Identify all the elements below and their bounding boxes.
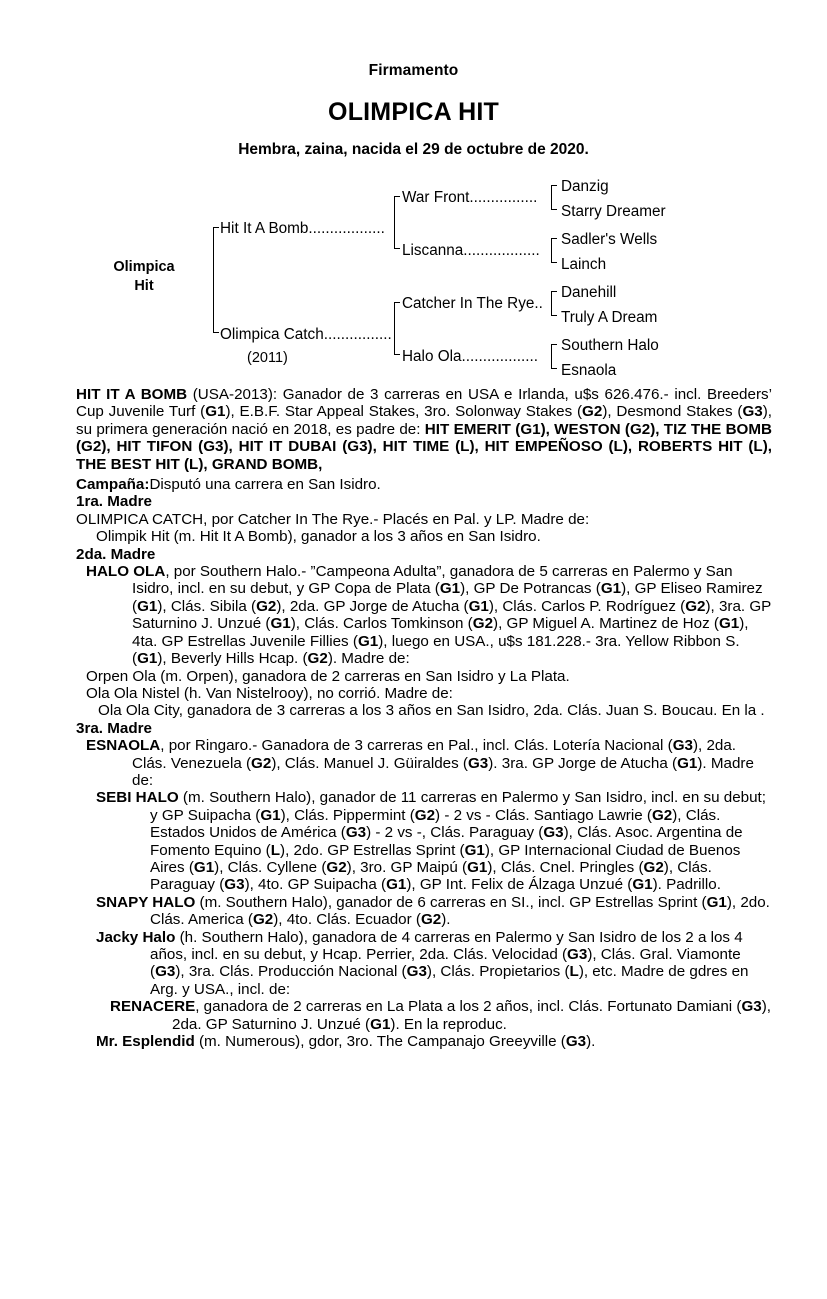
- dam2-body: , por Southern Halo.- ”Campeona Adulta”, ganadora de 5 carreras en Palermo y San Isidro, incl. en su debut, y GP Copa de Plata (G1), GP De Potrancas (G1), GP Eliseo Ramirez (G1), Clás. Sibila (G2), 2da. GP Jorge de Atucha (G1), Clás. Carlos P. Rodríguez (G2), 3ra. GP Saturnino J. Unzué (G1), Clás. Carlos Tomkinson (G2), GP Miguel A. Martinez de Hoz (G1), 4ta. GP Estrellas Juvenile Fillies (G1), luego en USA., u$s 181.228.- 3ra. Yellow Ribbon S. (G1), Beverly Hills Hcap. (G2). Madre de:: [132, 563, 772, 668]
- dam3-heading: 3ra. Madre: [76, 719, 152, 737]
- pedigree-g3-sd-dam: Lainch: [561, 255, 607, 273]
- bracket-gen1: [213, 227, 214, 333]
- pedigree-tree: [0, 177, 827, 385]
- dam1-heading: 1ra. Madre: [76, 493, 152, 511]
- dam2-name: HALO OLA: [86, 563, 166, 581]
- pedigree-g3-ds-dam: Truly A Dream: [561, 308, 658, 326]
- sire-note-text-4: ), su primera generación nació en 2018, es padre de:: [76, 403, 772, 438]
- pedigree-dam: Olimpica Catch................: [220, 325, 392, 343]
- sire-note-text-2: ), E.B.F. Star Appeal Stakes, 3ro. Solonway Stakes (: [225, 403, 583, 421]
- campaign-paragraph: [76, 476, 772, 493]
- farm-name: Firmamento: [368, 62, 459, 79]
- dam1-line-2: [76, 528, 772, 545]
- dam3-child-2-name: SNAPY HALO: [96, 893, 196, 911]
- dam3-grandchild-1-name: RENACERE: [110, 998, 196, 1016]
- dam1-line-2-text: Olimpik Hit (m. Hit It A Bomb), ganador a los 3 años en San Isidro.: [96, 528, 541, 546]
- dam3-paragraph: [76, 737, 772, 789]
- dam3-child-2: [76, 894, 772, 929]
- bracket-dam-parents: [394, 302, 395, 355]
- sire-note-g1: G1: [205, 403, 226, 421]
- dam3-grandchild-1-body: , ganadora de 2 carreras en La Plata a los 2 años, incl. Clás. Fortunato Damiani (G3), 2da. GP Saturnino J. Unzué (G1). En la reproduc.: [172, 998, 771, 1033]
- dam3-last-child: [76, 1033, 772, 1050]
- sire-note-g2: G2: [582, 403, 603, 421]
- dam3-child-3-name: Jacky Halo: [96, 928, 176, 946]
- page-header: [0, 0, 827, 158]
- bracket-g3-ss: [551, 185, 552, 210]
- dam2-grandchild-1: [76, 702, 772, 719]
- dam3-child-2-body: (m. Southern Halo), ganador de 6 carreras en SI., incl. GP Estrellas Sprint (G1), 2do. Clás. America (G2), 4to. Clás. Ecuador (G2).: [150, 893, 770, 929]
- pedigree-dam-year: (2011): [247, 349, 288, 366]
- dam1-line-1: OLIMPICA CATCH, por Catcher In The Rye.- Placés en Pal. y LP. Madre de:: [76, 510, 590, 528]
- campaign-text: Disputó una carrera en San Isidro.: [149, 476, 381, 494]
- pedigree-body: [76, 386, 772, 1050]
- dam3-body: , por Ringaro.- Ganadora de 3 carreras en Pal., incl. Clás. Lotería Nacional (G3), 2da. Clás. Venezuela (G2), Clás. Manuel J. Güiraldes (G3). 3ra. GP Jorge de Atucha (G1). Madre de:: [132, 737, 754, 789]
- dam3-child-1-body: (m. Southern Halo), ganador de 11 carreras en Palermo y San Isidro, incl. en su debut; y GP Suipacha (G1), Clás. Pippermint (G2) - 2 vs - Clás. Santiago Lawrie (G2), Clás. Estados Unidos de América (G3) - 2 vs -, Clás. Paraguay (G3), Clás. Asoc. Argentina de Fomento Equino (L), 2do. GP Estrellas Sprint (G1), GP Internacional Ciudad de Buenos Aires (G1), Clás. Cyllene (G2), 3ro. GP Maipú (G1), Clás. Cnel. Pringles (G2), Clás. Paraguay (G3), 4to. GP Suipacha (G1), GP Int. Felix de Álzaga Unzué (G1). Padrillo.: [150, 789, 766, 894]
- sire-note-text-1: (USA-2013): Ganador de 3 carreras en USA e Irlanda, u$s 626.476.- incl. Breeders’ Cup Juvenile Turf (: [76, 386, 772, 421]
- dam2-heading: 2da. Madre: [76, 545, 156, 563]
- dam2-child-2: [76, 685, 772, 702]
- dam3-child-1: [76, 789, 772, 893]
- dam3-child-1-name: SEBI HALO: [96, 789, 179, 807]
- sire-note-paragraph: [76, 386, 772, 473]
- pedigree-sire: Hit It A Bomb..................: [220, 219, 385, 237]
- dam3-grandchild-1: [76, 998, 772, 1033]
- horse-subtitle: Hembra, zaina, nacida el 29 de octubre de 2020.: [238, 140, 589, 158]
- pedigree-g3-ss-sire: Danzig: [561, 177, 609, 195]
- dam3-name: ESNAOLA: [86, 737, 161, 755]
- pedigree-sire-sire: War Front................: [402, 188, 538, 206]
- sire-note-name: HIT IT A BOMB: [76, 386, 188, 403]
- page-title: OLIMPICA HIT: [328, 98, 499, 127]
- pedigree-g3-dd-dam: Esnaola: [561, 361, 617, 379]
- pedigree-sire-dam: Liscanna..................: [402, 241, 540, 259]
- campaign-label: Campaña:: [76, 476, 150, 494]
- sire-note-g3: G3: [742, 403, 763, 421]
- bracket-g3-dd: [551, 344, 552, 369]
- dam2-grandchild-1-text: Ola Ola City, ganadora de 3 carreras a los 3 años en San Isidro, 2da. Clás. Juan S. Boucau. En la .: [98, 702, 765, 720]
- sire-note-text-3: ), Desmond Stakes (: [602, 403, 743, 421]
- dam2-child-2-text: Ola Ola Nistel (h. Van Nistelrooy), no corrió. Madre de:: [86, 684, 453, 702]
- subject-line-2: Hit: [134, 277, 154, 294]
- pedigree-g3-ds-sire: Danehill: [561, 283, 617, 301]
- pedigree-dam-dam: Halo Ola..................: [402, 347, 539, 365]
- subject-line-1: Olimpica: [113, 258, 175, 275]
- pedigree-dam-sire: Catcher In The Rye..: [402, 294, 543, 312]
- dam3-last-child-body: (m. Numerous), gdor, 3ro. The Campanajo Greeyville (G3).: [194, 1033, 596, 1051]
- dam3-child-3: [76, 929, 772, 999]
- bracket-g3-sd: [551, 238, 552, 263]
- dam3-last-child-name: Mr. Esplendid: [96, 1033, 195, 1051]
- dam2-paragraph: [76, 563, 772, 667]
- bracket-g3-ds: [551, 291, 552, 316]
- pedigree-g3-dd-sire: Southern Halo: [561, 336, 659, 354]
- pedigree-g3-ss-dam: Starry Dreamer: [561, 202, 666, 220]
- pedigree-g3-sd-sire: Sadler's Wells: [561, 230, 658, 248]
- dam3-child-3-body: (h. Southern Halo), ganadora de 4 carreras en Palermo y San Isidro de los 2 a los 4 años, incl. en su debut, y Hcap. Perrier, 2da. Clás. Velocidad (G3), Clás. Gral. Viamonte (G3), 3ra. Clás. Producción Nacional (G3), Clás. Propietarios (L), etc. Madre de gdres en Arg. y USA., incl. de:: [150, 928, 749, 998]
- dam2-child-1-text: Orpen Ola (m. Orpen), ganadora de 2 carreras en San Isidro y La Plata.: [86, 667, 570, 685]
- dam2-child-1: [76, 668, 772, 685]
- bracket-sire-parents: [394, 196, 395, 249]
- pedigree-subject: [98, 258, 190, 296]
- sire-progeny-list: HIT EMERIT (G1), WESTON (G2), TIZ THE BOMB (G2), HIT TIFON (G3), HIT IT DUBAI (G3), HIT TIME (L), HIT EMPEÑOSO (L), ROBERTS HIT (L), THE BEST HIT (L), GRAND BOMB,: [76, 420, 772, 473]
